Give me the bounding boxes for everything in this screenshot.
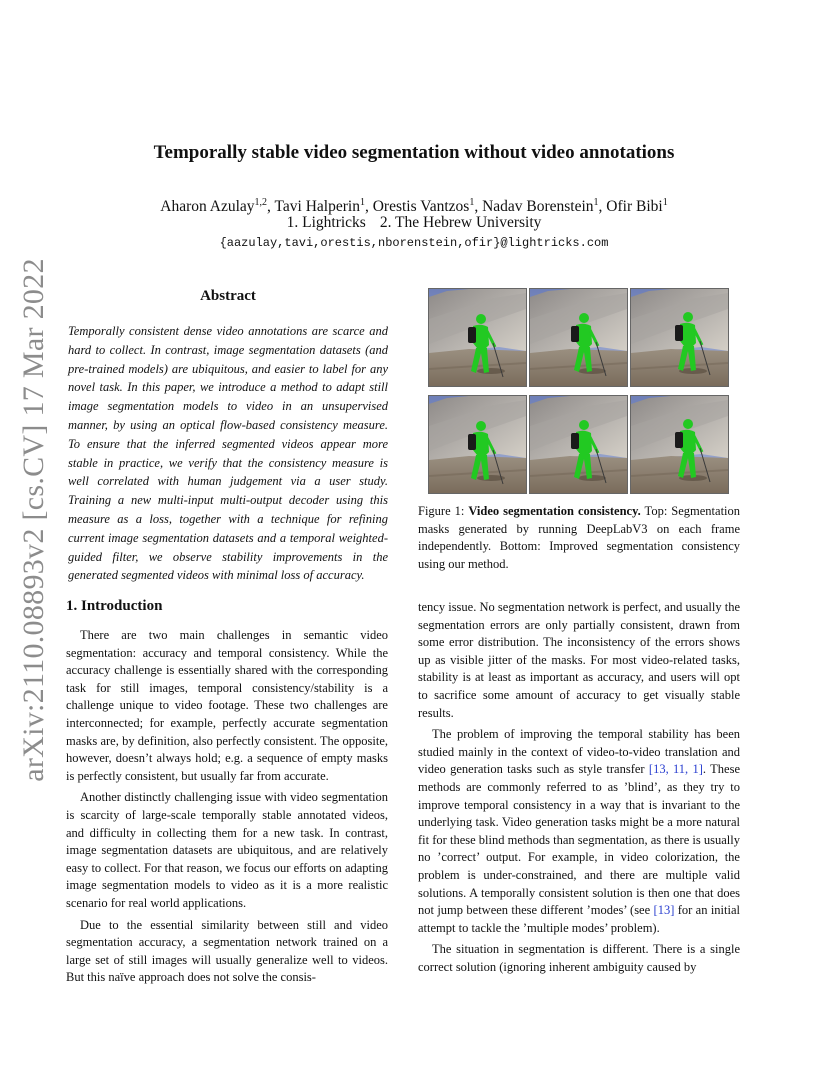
arxiv-identifier-stamp	[12, 258, 56, 782]
intro-paragraph-5: The situation in segmentation is different. There is a single correct solution (ignoring inherent ambiguity caused by	[418, 942, 740, 974]
frame-bottom-3	[630, 395, 729, 494]
paper-title: Temporally stable video segmentation without video annotations	[153, 142, 675, 163]
affiliation-2: 2. The Hebrew University	[379, 214, 542, 231]
intro-paragraph-2: Another distinctly challenging issue with video segmentation is scarcity of large-scale temporally stable annotated videos, and difficulty in collecting them for a new task. In contrast, image segmentation datasets are ubiquitous, and are relatively easy to collect. For that reason, we focus our efforts on adapting image segmentation models to video as it is a more realistic scenario for real world applications.	[66, 790, 388, 910]
affiliations	[0, 214, 828, 232]
intro-paragraph-1: There are two main challenges in semantic video segmentation: accuracy and temporal consistency. While the accuracy challenge is essentially shared with the corresponding task for still images, temporal consistency/stability is a challenge unique to video footage. These two challenges are interconnected; for example, perfectly accurate segmentation masks are, by definition, also perfectly consistent. The opposite, however, doesn’t always hold; e.g. a sequence of empty masks is perfectly consistent, but usually far from accurate.	[66, 628, 388, 783]
affiliation-1: 1. Lightricks	[286, 214, 366, 231]
frame-top-1	[428, 288, 527, 387]
frame-bottom-2	[529, 395, 628, 494]
frame-top-3	[630, 288, 729, 387]
author-3: Orestis Vantzos$^1$,	[372, 197, 483, 216]
figure-1-image-grid	[428, 288, 728, 488]
left-column-body	[66, 627, 388, 991]
author-4: Nadav Borenstein$^1$,	[482, 197, 607, 216]
intro-paragraph-3-cont: tency issue. No segmentation network is perfect, and usually the segmentation errors are only partially consistent, drawn from some error distribution. The inconsistency of the errors shows up as visible jitter of the masks. For most video-related tasks, stability is at least as important as accuracy, and users will opt to sacrifice some amount of accuracy to get visually stable results.	[418, 600, 740, 720]
frame-bottom-1	[428, 395, 527, 494]
citation-link[interactable]: [13, 11, 1]	[648, 762, 703, 777]
author-2: Tavi Halperin$^1$,	[274, 197, 373, 216]
frame-top-2	[529, 288, 628, 387]
abstract-heading: Abstract	[200, 288, 256, 304]
author-emails: {aazulay,tavi,orestis,nborenstein,ofir}@lightricks.com	[219, 236, 609, 250]
abstract-text: Temporally consistent dense video annotations are scarce and hard to collect. In contrast, image segmentation datasets (and pre-trained models) are ubiquitous, and easier to label for any novel task. In this paper, we introduce a method to adapt still image segmentation models to video in an unsupervised manner, by using an optical flow-based consistency measure. To ensure that the inferred segmented videos appear more stable in practice, we verify that the consistency measure is well correlated with human judgement via a user study. Training a new multi-input multi-output decoder using this measure as a loss, together with a technique for refining current image segmentation datasets and a temporal weighted-guided filter, we observe stability improvements in the generated segmented videos with minimal loss of accuracy.	[68, 324, 388, 583]
author-5: Ofir Bibi$^1$	[606, 197, 668, 216]
caption-bold: Video segmentation consistency.	[468, 504, 641, 518]
intro-paragraph-3: Due to the essential similarity between still and video segmentation accuracy, a segmentation network trained on a large set of still images will usually generalize well to videos. But this naïve approach does not solve the consis-	[66, 917, 388, 985]
arxiv-stamp-text: arXiv:2110.08893v2 [cs.CV] 17 Mar 2022	[17, 258, 50, 782]
right-column-body	[418, 599, 740, 980]
figure-1-caption: Figure 1: Video segmentation consistency. Top: Segmentation masks generated by running DeepLabV3 on each frame independently. Bottom: Improved segmentation consistency using our method.	[418, 504, 741, 571]
author-1: Aharon Azulay$^{1,2}$,	[160, 197, 275, 216]
citation-link[interactable]: [13]	[653, 903, 675, 918]
introduction-heading: 1. Introduction	[66, 598, 163, 614]
intro-paragraph-4: The problem of improving the temporal stability has been studied mainly in the context of video-to-video translation and video generation tasks such as style transfer [13, 11, 1]. These methods are commonly referred to as ’blind’, as they try to improve temporal consistency in a way that is invariant to the underlying task. Video generation tasks might be a more natural fit for these blind methods than segmentation, as there is usually no ’correct’ output. For example, in video colorization, the problem is under-constrained, and there are multiple valid solutions. A temporally consistent solution is then one that does not jump between these different ’modes’ (see [13] for an initial attempt to tackle the ’multiple modes’ problem).	[418, 727, 740, 935]
